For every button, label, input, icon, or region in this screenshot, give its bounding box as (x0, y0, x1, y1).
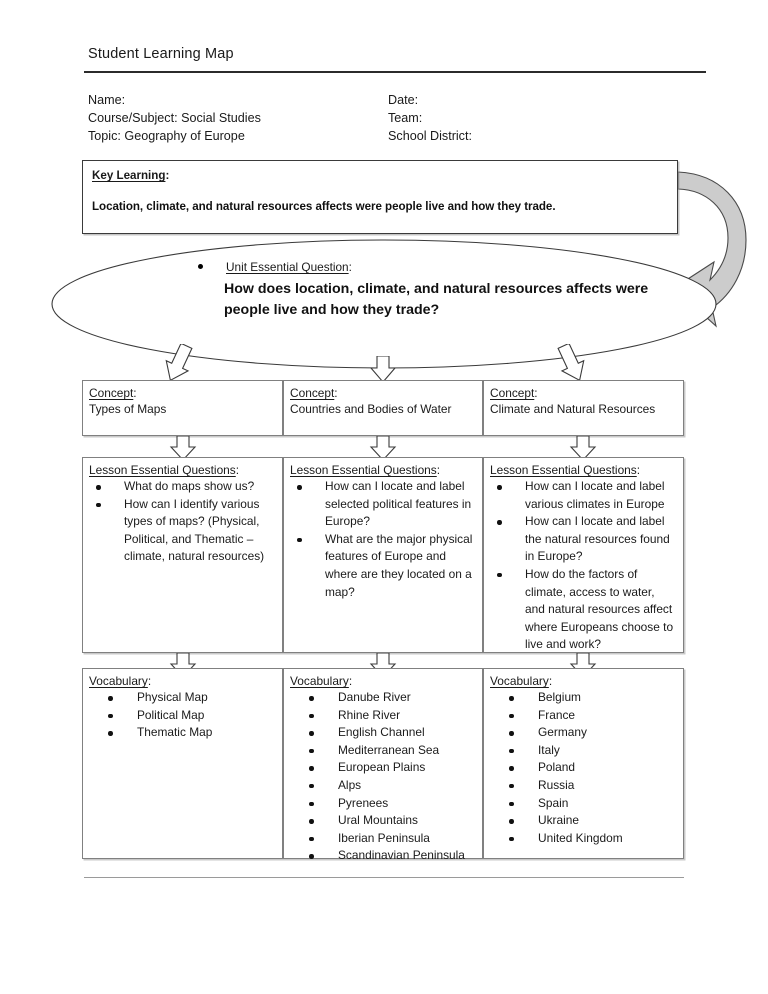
list-item: How can I identify various types of maps? (Physical, Political, and Thematic – climate, natural resources) (83, 496, 276, 566)
vocabulary-label: Vocabulary: (89, 674, 152, 688)
meta-row (88, 109, 688, 127)
meta-block (88, 91, 688, 146)
vocabulary-box-3 (483, 668, 684, 859)
meta-row (88, 127, 688, 145)
list-item: English Channel (284, 724, 476, 742)
name-label: Name: (88, 93, 126, 107)
list-item: How can I locate and label various climates in Europe (484, 478, 677, 513)
list-item: Pyrenees (284, 795, 476, 813)
ueq-label: Unit Essential Question: (226, 260, 352, 274)
vocabulary-label: Vocabulary: (290, 674, 353, 688)
ueq-question-text: How does location, climate, and natural resources affects were people live and how they trade? (224, 281, 649, 318)
list-item: European Plains (284, 759, 476, 777)
leq-list (484, 478, 683, 654)
list-item: How can I locate and label selected political features in Europe? (284, 478, 476, 531)
concept-label: Concept: (490, 386, 538, 400)
key-learning-box (82, 160, 678, 234)
list-item: Mediterranean Sea (284, 742, 476, 760)
list-item: Iberian Peninsula (284, 830, 476, 848)
list-item: Spain (484, 795, 677, 813)
concept-value: Types of Maps (89, 402, 167, 416)
vocabulary-box-2 (283, 668, 483, 863)
vocabulary-list (484, 689, 683, 847)
list-item: Physical Map (83, 689, 276, 707)
unit-essential-question-oval (50, 238, 718, 370)
list-item: Danube River (284, 689, 476, 707)
list-item: United Kingdom (484, 830, 677, 848)
leq-list (83, 478, 282, 566)
concept-box-3 (483, 380, 684, 436)
list-item: How do the factors of climate, access to water, and natural resources affect where Europeans choose to live and work? (484, 566, 677, 654)
course-subject-label: Course/Subject: Social Studies (88, 111, 261, 126)
lesson-essential-questions-box-1 (82, 457, 283, 653)
school-district-label: School District: (388, 129, 472, 144)
list-item: Political Map (83, 707, 276, 725)
leq-list (284, 478, 482, 601)
list-item: Rhine River (284, 707, 476, 725)
list-item: Germany (484, 724, 677, 742)
vocabulary-label: Vocabulary: (490, 674, 553, 688)
date-label: Date: (388, 93, 419, 107)
title-divider (84, 71, 706, 73)
leq-label: Lesson Essential Questions: (290, 463, 441, 477)
concept-label: Concept: (89, 386, 137, 400)
concept-value: Climate and Natural Resources (490, 402, 656, 416)
concept-box-1 (82, 380, 283, 436)
list-item: Ukraine (484, 812, 677, 830)
concept-label: Concept: (290, 386, 338, 400)
lesson-essential-questions-box-2 (283, 457, 483, 653)
vocabulary-list (83, 689, 282, 742)
leq-label: Lesson Essential Questions: (490, 463, 641, 477)
list-item: Russia (484, 777, 677, 795)
list-item: How can I locate and label the natural resources found in Europe? (484, 513, 677, 566)
list-item: Italy (484, 742, 677, 760)
list-item: Belgium (484, 689, 677, 707)
list-item: What do maps show us? (83, 478, 276, 496)
bullet-icon (198, 264, 203, 269)
list-item: What are the major physical features of Europe and where are they located on a map? (284, 531, 476, 601)
vocabulary-list (284, 689, 482, 865)
list-item: France (484, 707, 677, 725)
list-item: Thematic Map (83, 724, 276, 742)
list-item: Ural Mountains (284, 812, 476, 830)
key-learning-text: Location, climate, and natural resources affects were people live and how they trade. (92, 200, 556, 213)
meta-row (88, 91, 688, 109)
topic-label: Topic: Geography of Europe (88, 129, 245, 144)
leq-label: Lesson Essential Questions: (89, 463, 240, 477)
list-item: Scandinavian Peninsula (284, 847, 476, 865)
concept-box-2 (283, 380, 483, 436)
page-title: Student Learning Map (88, 46, 234, 62)
vocabulary-box-1 (82, 668, 283, 859)
key-learning-label: Key Learning: (92, 169, 170, 182)
footer-divider (84, 877, 684, 878)
list-item: Alps (284, 777, 476, 795)
concept-value: Countries and Bodies of Water (290, 402, 452, 416)
team-label: Team: (388, 111, 423, 126)
lesson-essential-questions-box-3 (483, 457, 684, 653)
list-item: Poland (484, 759, 677, 777)
